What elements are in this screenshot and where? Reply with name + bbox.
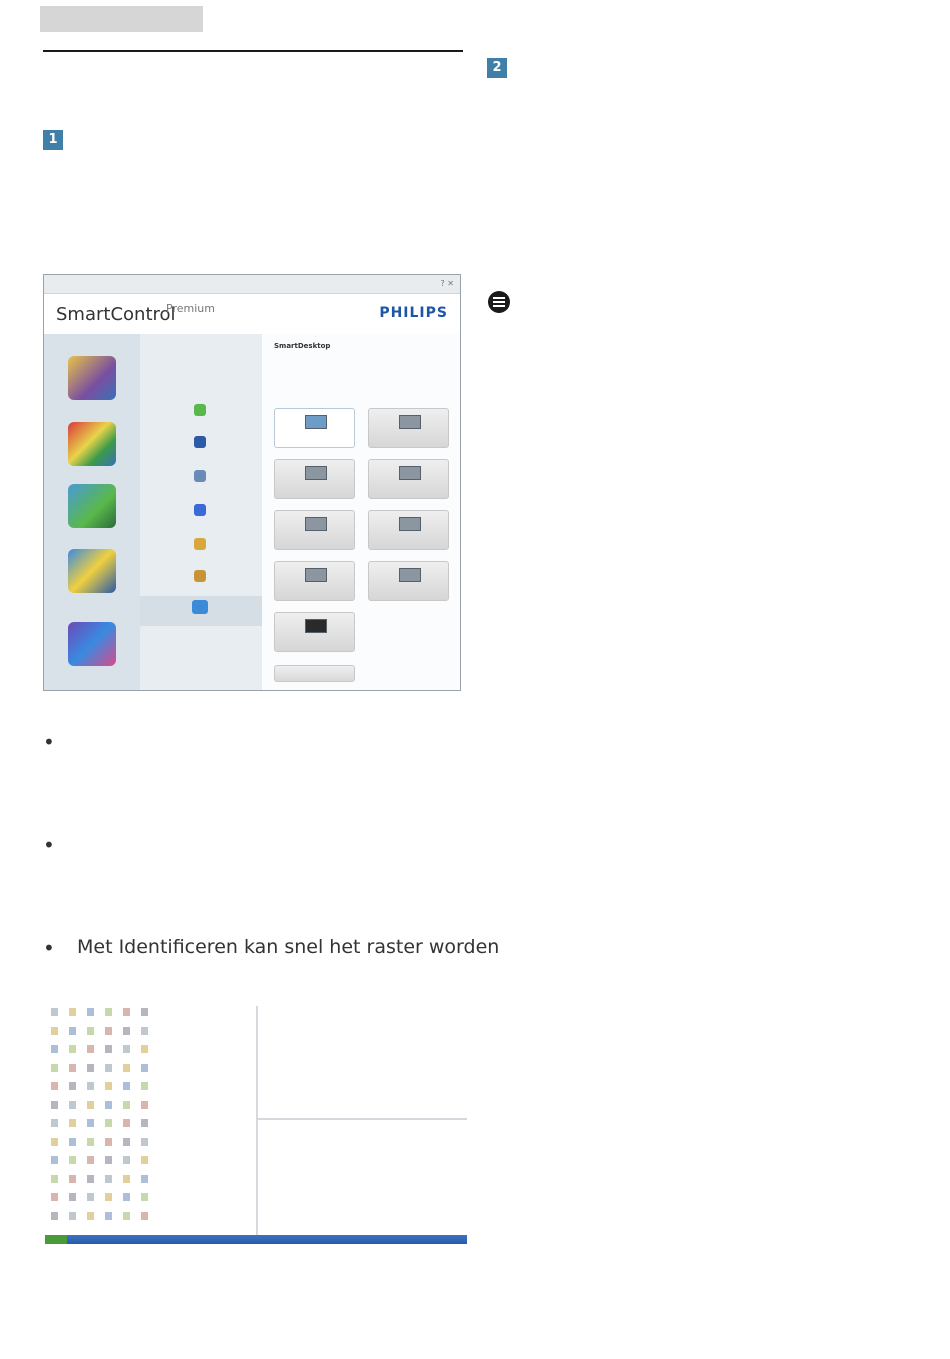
desktop-icon[interactable]: [105, 1175, 112, 1183]
taskbar: [45, 1235, 467, 1244]
desktop-icon[interactable]: [87, 1175, 94, 1183]
desktop-icon[interactable]: [69, 1119, 76, 1127]
desktop-icon[interactable]: [123, 1064, 130, 1072]
app-title: SmartControl: [56, 304, 176, 325]
partition-tile[interactable]: [274, 408, 355, 448]
app-edition: Premium: [166, 302, 215, 315]
submenu-item[interactable]: [180, 504, 220, 518]
bullet-text: Met Identificeren kan snel het raster worden: [77, 936, 500, 958]
options-icon[interactable]: [68, 549, 116, 593]
desktop-icon[interactable]: [51, 1193, 58, 1201]
submenu-item[interactable]: [180, 436, 220, 450]
desktop-icon[interactable]: [141, 1138, 148, 1146]
desktop-icon[interactable]: [69, 1156, 76, 1164]
header-tab: [40, 6, 203, 32]
partition-tile[interactable]: [274, 510, 355, 550]
desktop-icon[interactable]: [123, 1156, 130, 1164]
desktop-icon[interactable]: [123, 1138, 130, 1146]
desktop-icon[interactable]: [69, 1193, 76, 1201]
window-titlebar: [44, 275, 460, 294]
desktop-icon[interactable]: [105, 1027, 112, 1035]
desktop-icon[interactable]: [141, 1119, 148, 1127]
submenu-item[interactable]: [180, 570, 220, 584]
submenu-item[interactable]: [180, 538, 220, 552]
desktop-icon[interactable]: [105, 1193, 112, 1201]
desktop-icon[interactable]: [87, 1045, 94, 1053]
help-icon[interactable]: [68, 622, 116, 666]
desktop-icon[interactable]: [87, 1119, 94, 1127]
desktop-icon[interactable]: [123, 1212, 130, 1220]
desktop-icon[interactable]: [105, 1045, 112, 1053]
desktop-icon[interactable]: [141, 1212, 148, 1220]
desktop-icon[interactable]: [123, 1082, 130, 1090]
desktop-icon[interactable]: [123, 1193, 130, 1201]
desktop-icon[interactable]: [87, 1008, 94, 1016]
desktop-icon[interactable]: [51, 1119, 58, 1127]
desktop-icon[interactable]: [69, 1064, 76, 1072]
desktop-icon[interactable]: [141, 1008, 148, 1016]
desktop-icon[interactable]: [141, 1045, 148, 1053]
adjust-icon[interactable]: [68, 356, 116, 400]
partition-divider-horizontal: [258, 1118, 467, 1120]
window-controls[interactable]: ? ✕: [440, 279, 454, 288]
desktop-icon[interactable]: [87, 1212, 94, 1220]
identify-button[interactable]: [274, 665, 355, 682]
desktop-icon[interactable]: [123, 1119, 130, 1127]
desktop-icon[interactable]: [123, 1027, 130, 1035]
desktop-icon[interactable]: [87, 1138, 94, 1146]
section-rule: [43, 50, 463, 52]
desktop-icon[interactable]: [87, 1101, 94, 1109]
smartcontrol-window: [43, 274, 461, 691]
desktop-icon[interactable]: [123, 1008, 130, 1016]
philips-logo: PHILIPS: [379, 305, 448, 321]
step-badge-2: 2: [487, 58, 507, 78]
desktop-icon[interactable]: [105, 1138, 112, 1146]
desktop-icon[interactable]: [87, 1156, 94, 1164]
desktop-icon[interactable]: [69, 1045, 76, 1053]
desktop-icon[interactable]: [105, 1064, 112, 1072]
desktop-icon[interactable]: [51, 1064, 58, 1072]
partition-tile[interactable]: [368, 561, 449, 601]
color-icon[interactable]: [68, 422, 116, 466]
desktop-icon[interactable]: [69, 1175, 76, 1183]
desktop-icon[interactable]: [141, 1101, 148, 1109]
partition-tile[interactable]: [368, 510, 449, 550]
desktop-icon[interactable]: [123, 1175, 130, 1183]
desktop-icon[interactable]: [87, 1064, 94, 1072]
left-rail: [44, 334, 140, 691]
bullet-marker: •: [43, 936, 55, 960]
partition-tile[interactable]: [368, 459, 449, 499]
desktop-icon[interactable]: [51, 1175, 58, 1183]
desktop-icon[interactable]: [69, 1138, 76, 1146]
desktop-icon[interactable]: [87, 1082, 94, 1090]
note-icon: [487, 290, 511, 314]
partition-tile-off[interactable]: [274, 612, 355, 652]
smartdesktop-pane: [262, 334, 461, 691]
desktop-icon[interactable]: [123, 1101, 130, 1109]
desktop-icon[interactable]: [141, 1027, 148, 1035]
step-badge-1: 1: [43, 130, 63, 150]
submenu-item-smartdesktop[interactable]: [180, 600, 220, 616]
desktop-screenshot: [45, 1006, 467, 1244]
desktop-icon[interactable]: [51, 1138, 58, 1146]
desktop-icon[interactable]: [141, 1064, 148, 1072]
desktop-icon[interactable]: [51, 1156, 58, 1164]
desktop-icon[interactable]: [51, 1212, 58, 1220]
desktop-icon[interactable]: [51, 1027, 58, 1035]
desktop-icon[interactable]: [105, 1101, 112, 1109]
desktop-icon[interactable]: [87, 1193, 94, 1201]
submenu-item[interactable]: [180, 470, 220, 484]
desktop-icon[interactable]: [141, 1193, 148, 1201]
desktop-icon[interactable]: [123, 1045, 130, 1053]
desktop-icon[interactable]: [141, 1156, 148, 1164]
desktop-icon[interactable]: [69, 1008, 76, 1016]
desktop-icon[interactable]: [69, 1027, 76, 1035]
desktop-icon[interactable]: [141, 1082, 148, 1090]
desktop-icon[interactable]: [105, 1119, 112, 1127]
submenu-item[interactable]: [180, 404, 220, 418]
bullet-marker: •: [43, 730, 55, 754]
desktop-icon[interactable]: [51, 1008, 58, 1016]
eco-icon[interactable]: [68, 484, 116, 528]
desktop-icon[interactable]: [87, 1027, 94, 1035]
desktop-icon[interactable]: [69, 1082, 76, 1090]
pane-heading: SmartDesktop: [274, 342, 331, 350]
partition-divider-vertical: [256, 1006, 258, 1235]
partition-tile[interactable]: [274, 459, 355, 499]
brand-row: [44, 294, 460, 335]
submenu-column: [140, 334, 262, 691]
desktop-icon[interactable]: [141, 1175, 148, 1183]
desktop-icon[interactable]: [51, 1101, 58, 1109]
partition-tile[interactable]: [368, 408, 449, 448]
partition-tile[interactable]: [274, 561, 355, 601]
desktop-icon[interactable]: [51, 1045, 58, 1053]
desktop-icon[interactable]: [105, 1008, 112, 1016]
desktop-icon[interactable]: [105, 1082, 112, 1090]
bullet-marker: •: [43, 833, 55, 857]
start-button[interactable]: [45, 1235, 67, 1244]
desktop-icon[interactable]: [69, 1212, 76, 1220]
desktop-icon[interactable]: [69, 1101, 76, 1109]
desktop-icon[interactable]: [105, 1212, 112, 1220]
desktop-icon[interactable]: [105, 1156, 112, 1164]
desktop-icon[interactable]: [51, 1082, 58, 1090]
